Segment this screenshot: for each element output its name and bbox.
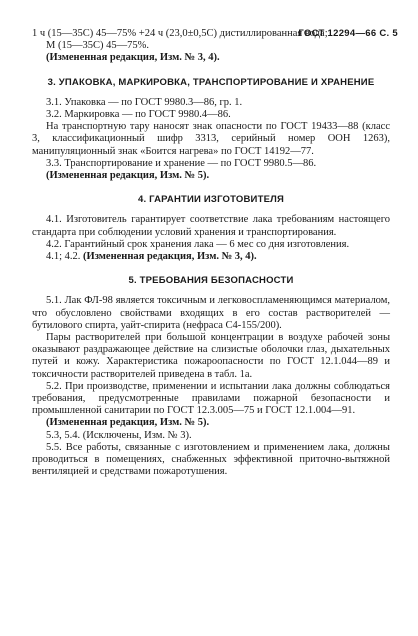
paragraph: 5.1. Лак ФЛ-98 является токсичным и легковоспламеняющимся материалом, что обусловлено свойствами входящих в его состав растворителей — бутилового спирта, уайт-спирита (нефраса С4-155/200). [32,295,390,331]
document-body [32,28,390,479]
paragraph: 5.3, 5.4. (Исключены, Изм. № 3). [46,429,192,441]
section-heading: 5. ТРЕБОВАНИЯ БЕЗОПАСНОСТИ [128,275,294,287]
paragraph: 1 ч (15—35С) 45—75% +24 ч (23,0±0,5С) дистиллированная вода; [32,28,328,39]
paragraph: Пары растворителей при большой концентрации в воздухе рабочей зоны оказывают раздражающее действие на слизистые оболочки глаз, дыхательных путей и кожу. Характеристика пожароопасности по ГОСТ 12.1.044—89 и токсичности растворителей приведена в табл. 1а. [32,332,390,380]
clause-ref: 4.1; 4.2. [46,251,81,263]
section-heading: 3. УПАКОВКА, МАРКИРОВКА, ТРАНСПОРТИРОВАНИЕ И ХРАНЕНИЕ [47,76,375,88]
paragraph: 3.2. Маркировка — по ГОСТ 9980.4—86. [46,109,231,121]
amendment-note: (Измененная редакция, Изм. № 3, 4). [83,251,257,263]
running-head: ГОСТ 12294—66 С. 5 [298,28,398,39]
paragraph: 4.2. Гарантийный срок хранения лака — 6 мес со дня изготовления. [46,238,350,250]
paragraph: М (15—35С) 45—75%. [46,40,149,52]
paragraph: 5.2. При производстве, применении и испытании лака должны соблюдаться требования, предусмотренные правилами пожарной безопасности и промышленной санитарии по ГОСТ 12.3.005—75 и ГОСТ 12.1.004—91. [32,380,390,417]
paragraph: 4.1. Изготовитель гарантирует соответствие лака требованиям настоящего стандарта при соблюдении условий хранения и транспортирования. [32,214,390,238]
paragraph: 3.1. Упаковка — по ГОСТ 9980.3—86, гр. 1. [46,96,243,108]
amendment-note: (Измененная редакция, Изм. № 3, 4). [46,52,220,64]
paragraph: 5.5. Все работы, связанные с изготовлением и применением лака, должны проводиться в помещениях, снабженных эффективной приточно-вытяжной вентиляцией и средствами пожаротушения. [32,441,390,478]
paragraph: На транспортную тару наносят знак опасности по ГОСТ 19433—88 (класс 3, классификационный шифр 3313, серийный номер ООН 1263), манипуляционный знак «Боится нагрева» по ГОСТ 14192—77. [32,121,390,157]
section-heading: 4. ГАРАНТИИ ИЗГОТОВИТЕЛЯ [137,194,285,206]
amendment-note: (Измененная редакция, Изм. № 5). [46,170,210,182]
paragraph [32,251,390,263]
paragraph: 3.3. Транспортирование и хранение — по ГОСТ 9980.5—86. [46,157,317,169]
amendment-note: (Измененная редакция, Изм. № 5). [46,417,210,429]
